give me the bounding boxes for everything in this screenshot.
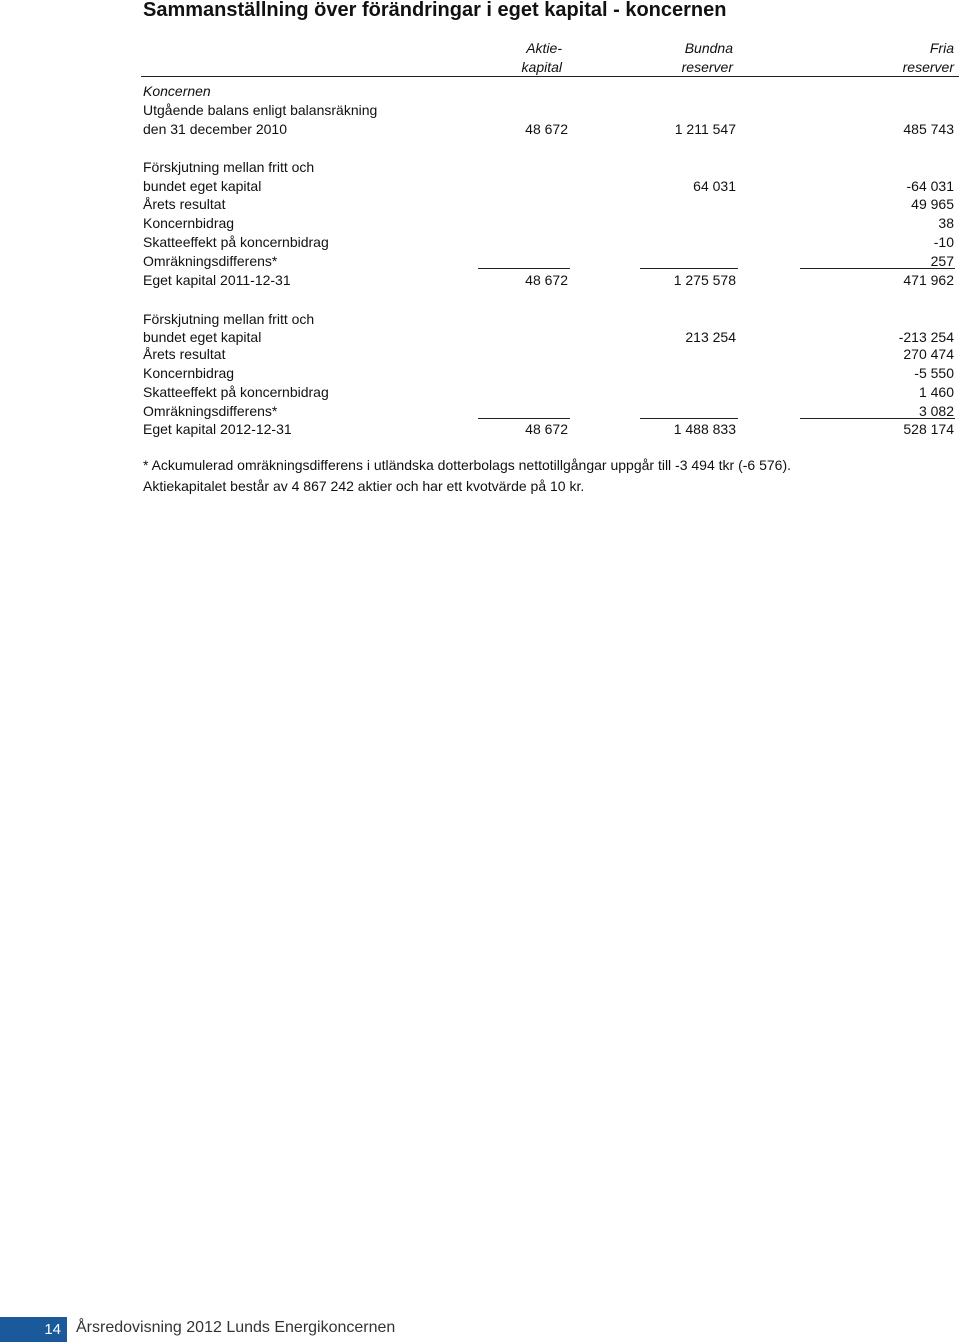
column-header-aktiekapital [522, 39, 562, 77]
row-label: Eget kapital 2011-12-31 [143, 272, 291, 288]
column-header-line1: Bundna [684, 40, 733, 56]
row-value-v2: 64 031 [693, 178, 736, 194]
page-number: 14 [0, 1317, 67, 1342]
column-header-fria-reserver [903, 39, 954, 77]
header-divider [141, 76, 959, 77]
row-label: Årets resultat [143, 196, 226, 212]
row-value-v3: -5 550 [914, 365, 954, 381]
column-header-line1: Fria [929, 40, 954, 56]
subtotal-line [640, 418, 738, 419]
page-footer-text: Årsredovisning 2012 Lunds Energikoncernen [76, 1319, 396, 1336]
subtotal-line [800, 418, 955, 419]
row-value-v2: 213 254 [685, 329, 736, 345]
subtotal-line [640, 268, 738, 269]
footnote-translation-difference: * Ackumulerad omräkningsdifferens i utländska dotterbolags nettotillgångar uppgår till -3 494 tkr (-6 576). [143, 457, 791, 473]
row-label: bundet eget kapital [143, 178, 262, 194]
row-value-v3: -10 [933, 234, 954, 250]
row-value-v3: 257 [930, 253, 954, 269]
row-value-v1: 48 672 [525, 272, 568, 288]
row-label: bundet eget kapital [143, 329, 262, 345]
row-label: Eget kapital 2012-12-31 [143, 421, 292, 437]
row-label: Skatteeffekt på koncernbidrag [143, 234, 329, 250]
row-value-v2: 1 275 578 [673, 272, 736, 288]
row-value-v2: 1 488 833 [673, 421, 736, 437]
footnote-share-capital: Aktiekapitalet består av 4 867 242 aktier och har ett kvotvärde på 10 kr. [143, 478, 585, 494]
column-header-line2: reserver [681, 59, 733, 75]
row-label: Årets resultat [143, 346, 226, 362]
row-value-v3: -213 254 [898, 329, 954, 345]
row-label: Omräkningsdifferens* [143, 403, 278, 419]
row-label: Omräkningsdifferens* [143, 253, 278, 269]
subtotal-line [478, 418, 570, 419]
row-label: Förskjutning mellan fritt och [143, 311, 315, 327]
row-value-v3: 3 082 [918, 403, 954, 419]
subtotal-line [478, 268, 570, 269]
row-label: Skatteeffekt på koncernbidrag [143, 384, 329, 400]
column-header-line2: kapital [521, 59, 562, 75]
row-value-v3: 1 460 [918, 384, 954, 400]
row-value-v1: 48 672 [525, 121, 568, 137]
column-header-line2: reserver [902, 59, 954, 75]
row-value-v3: 528 174 [903, 421, 954, 437]
subtotal-line [800, 268, 955, 269]
row-value-v2: 1 211 547 [674, 121, 736, 137]
row-value-v3: 49 965 [911, 196, 954, 212]
row-value-v3: 38 [938, 215, 954, 231]
row-value-v3: 485 743 [903, 121, 954, 137]
page-title: Sammanställning över förändringar i eget kapital - koncernen [143, 0, 727, 21]
row-label: Koncernbidrag [143, 365, 235, 381]
row-label: Koncernbidrag [143, 215, 235, 231]
row-label: Koncernen [143, 83, 211, 99]
row-value-v1: 48 672 [525, 421, 568, 437]
row-value-v3: -64 031 [906, 178, 954, 194]
column-header-line1: Aktie- [526, 40, 562, 56]
row-label: den 31 december 2010 [143, 121, 287, 137]
row-value-v3: 471 962 [903, 272, 954, 288]
row-value-v3: 270 474 [903, 346, 954, 362]
row-label: Förskjutning mellan fritt och [143, 159, 315, 175]
row-label: Utgående balans enligt balansräkning [143, 102, 378, 118]
column-header-bundna-reserver [682, 39, 733, 77]
